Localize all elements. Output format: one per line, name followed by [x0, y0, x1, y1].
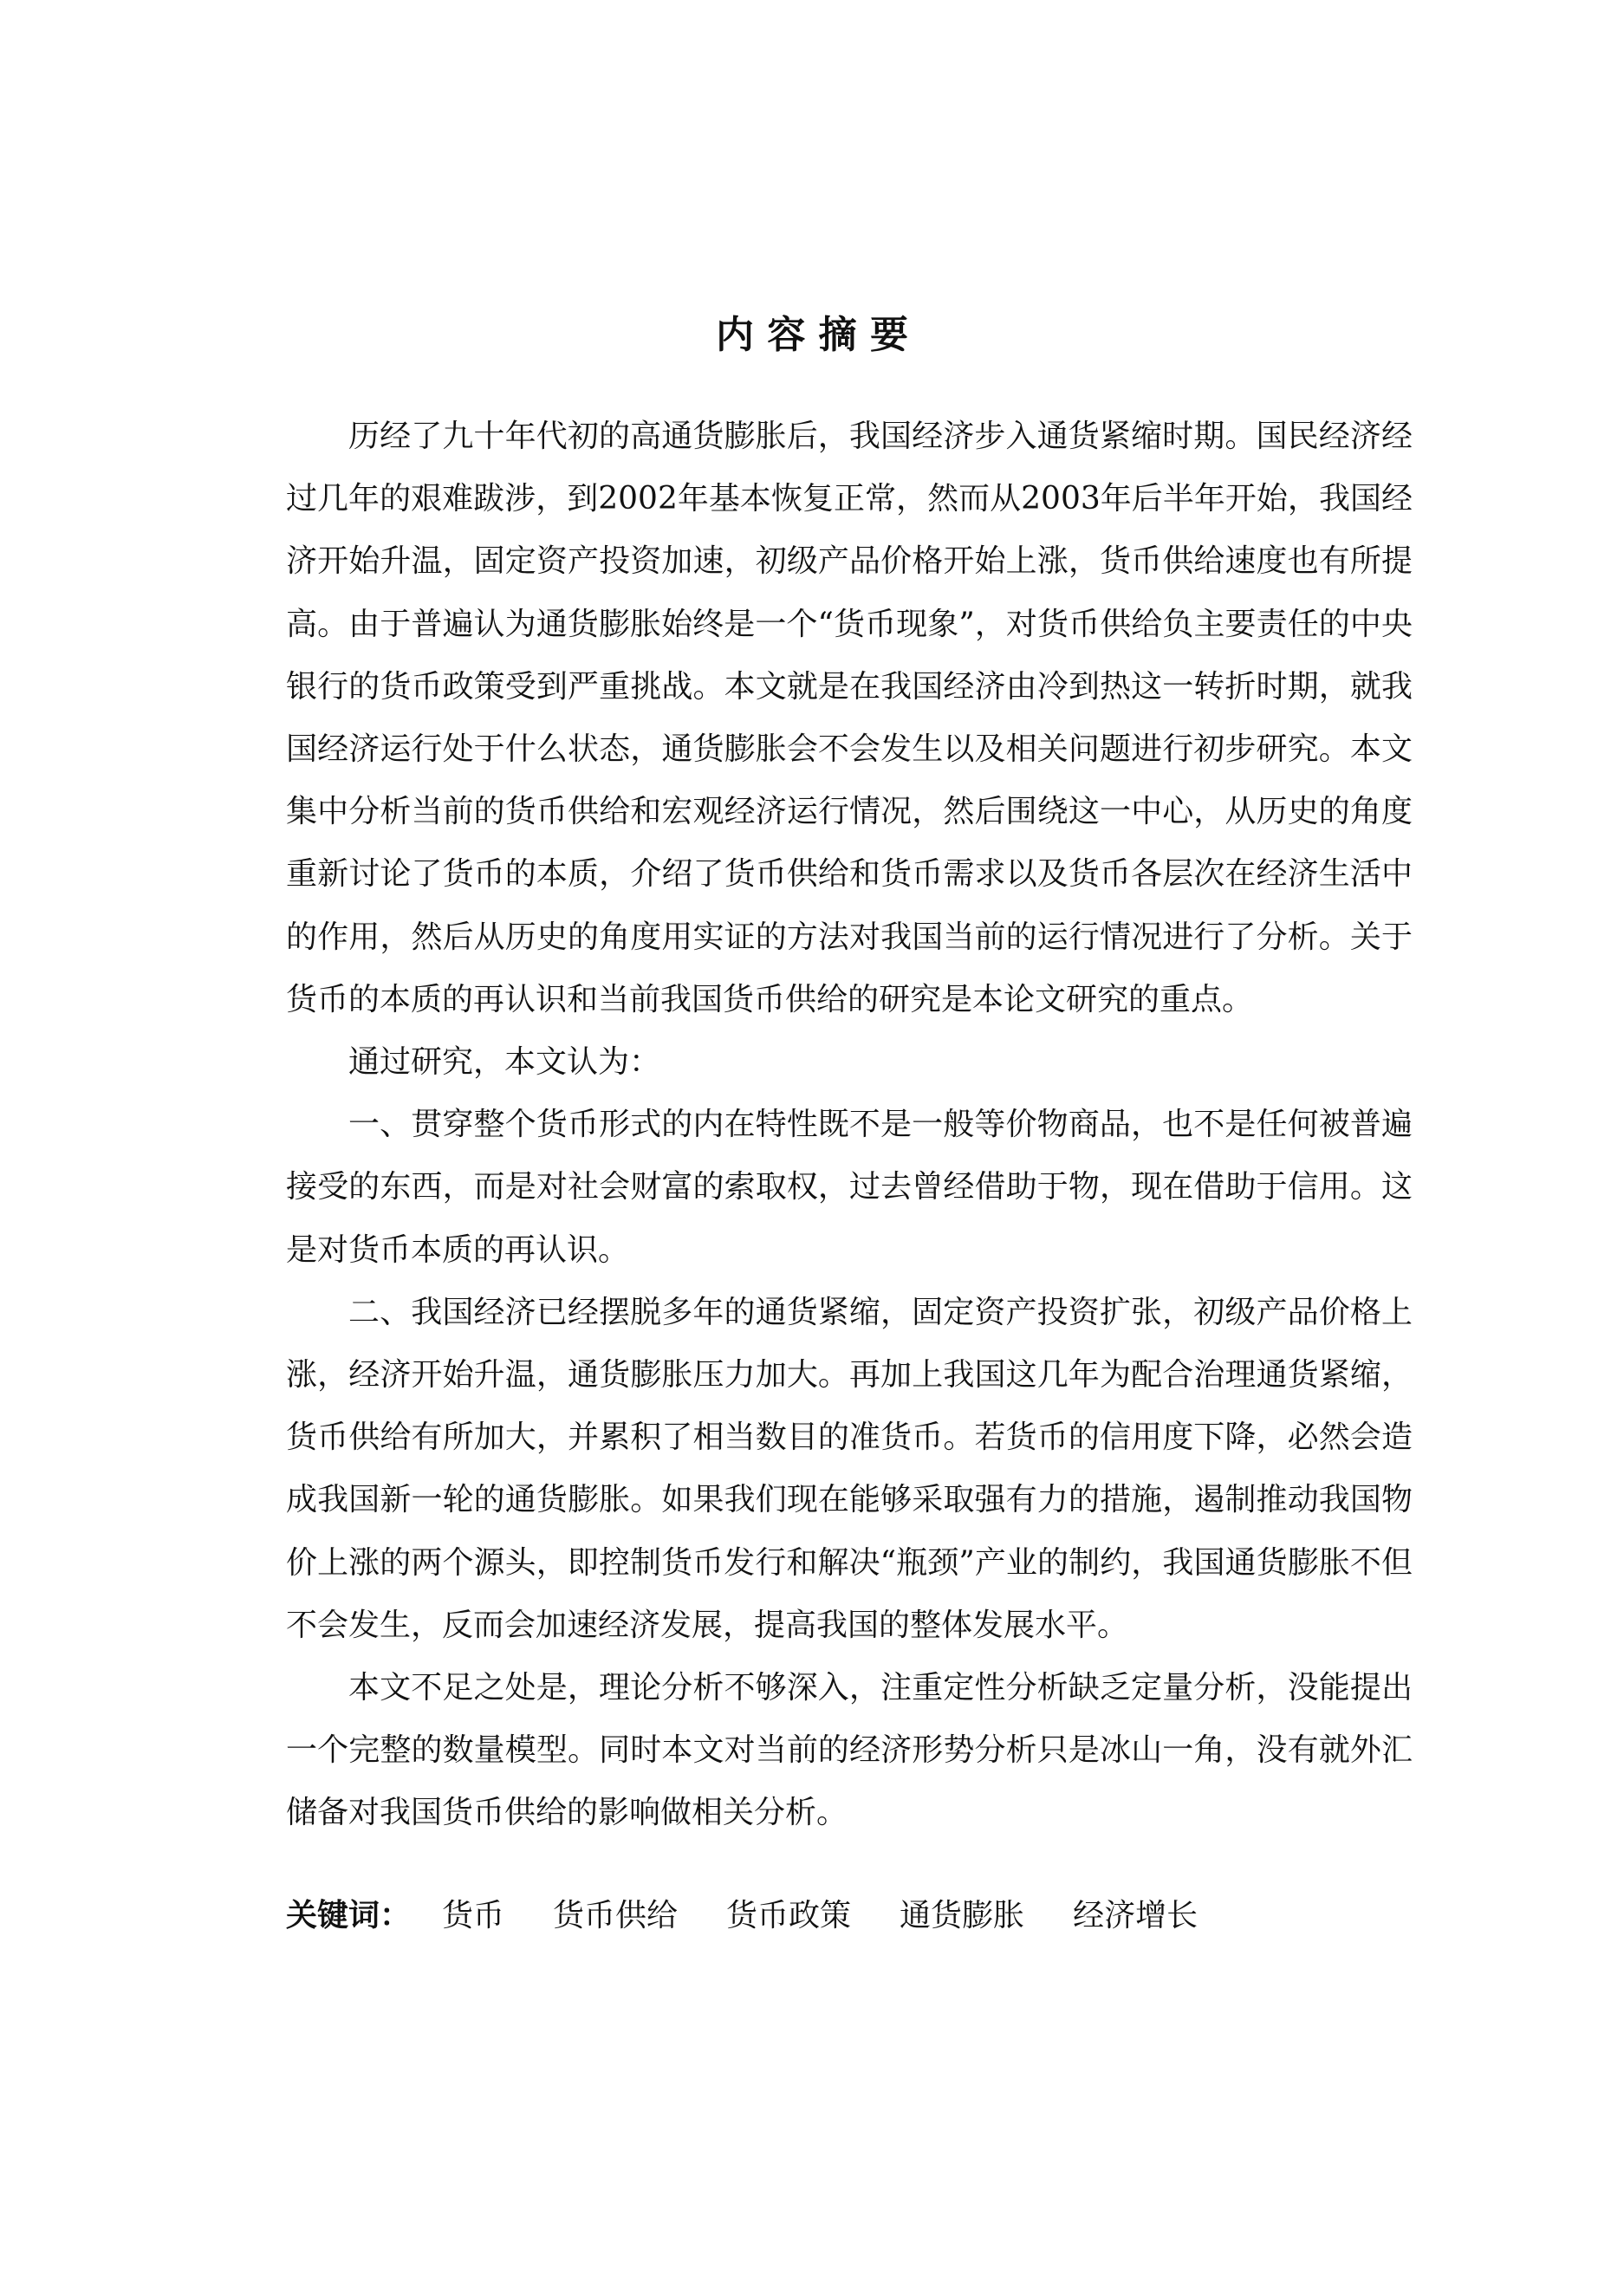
abstract-body — [286, 406, 1413, 1845]
keyword-item: 货币 — [442, 1898, 505, 1933]
abstract-paragraph-1: 历经了九十年代初的高通货膨胀后，我国经济步入通货紧缩时期。国民经济经过几年的艰难跋涉，到2002年基本恢复正常，然而从2003年后半年开始，我国经济开始升温，固定资产投资加速，初级产品价格开始上涨，货币供给速度也有所提高。由于普遍认为通货膨胀始终是一个“货币现象”，对货币供给负主要责任的中央银行的货币政策受到严重挑战。本文就是在我国经济由冷到热这一转折时期，就我国经济运行处于什么状态，通货膨胀会不会发生以及相关问题进行初步研究。本文集中分析当前的货币供给和宏观经济运行情况，然后围绕这一中心，从历史的角度重新讨论了货币的本质，介绍了货币供给和货币需求以及货币各层次在经济生活中的作用，然后从历史的角度用实证的方法对我国当前的运行情况进行了分析。关于货币的本质的再认识和当前我国货币供给的研究是本论文研究的重点。 — [286, 419, 1413, 1017]
keywords-line — [286, 1894, 1246, 1938]
keywords-label: 关键词： — [286, 1898, 412, 1933]
abstract-paragraph-3: 一、贯穿整个货币形式的内在特性既不是一般等价物商品，也不是任何被普遍接受的东西，而是对社会财富的索取权，过去曾经借助于物，现在借助于信用。这是对货币本质的再认识。 — [286, 1107, 1413, 1268]
abstract-paragraph-4: 二、我国经济已经摆脱多年的通货紧缩，固定资产投资扩张，初级产品价格上涨，经济开始升温，通货膨胀压力加大。再加上我国这几年为配合治理通货紧缩，货币供给有所加大，并累积了相当数目的准货币。若货币的信用度下降，必然会造成我国新一轮的通货膨胀。如果我们现在能够采取强有力的措施，遏制推动我国物价上涨的两个源头，即控制货币发行和解决“瓶颈”产业的制约，我国通货膨胀不但不会发生，反而会加速经济发展，提高我国的整体发展水平。 — [286, 1294, 1413, 1643]
keyword-item: 经济增长 — [1073, 1898, 1199, 1933]
abstract-paragraph-5: 本文不足之处是，理论分析不够深入，注重定性分析缺乏定量分析，没能提出一个完整的数量模型。同时本文对当前的经济形势分析只是冰山一角，没有就外汇储备对我国货币供给的影响做相关分析。 — [286, 1670, 1413, 1831]
page-title: 内 容 摘 要 — [716, 313, 908, 358]
abstract-paragraph-2: 通过研究，本文认为： — [348, 1044, 661, 1081]
keyword-item: 货币供给 — [553, 1898, 679, 1933]
keyword-item: 货币政策 — [726, 1898, 852, 1933]
keyword-item: 通货膨胀 — [900, 1898, 1025, 1933]
